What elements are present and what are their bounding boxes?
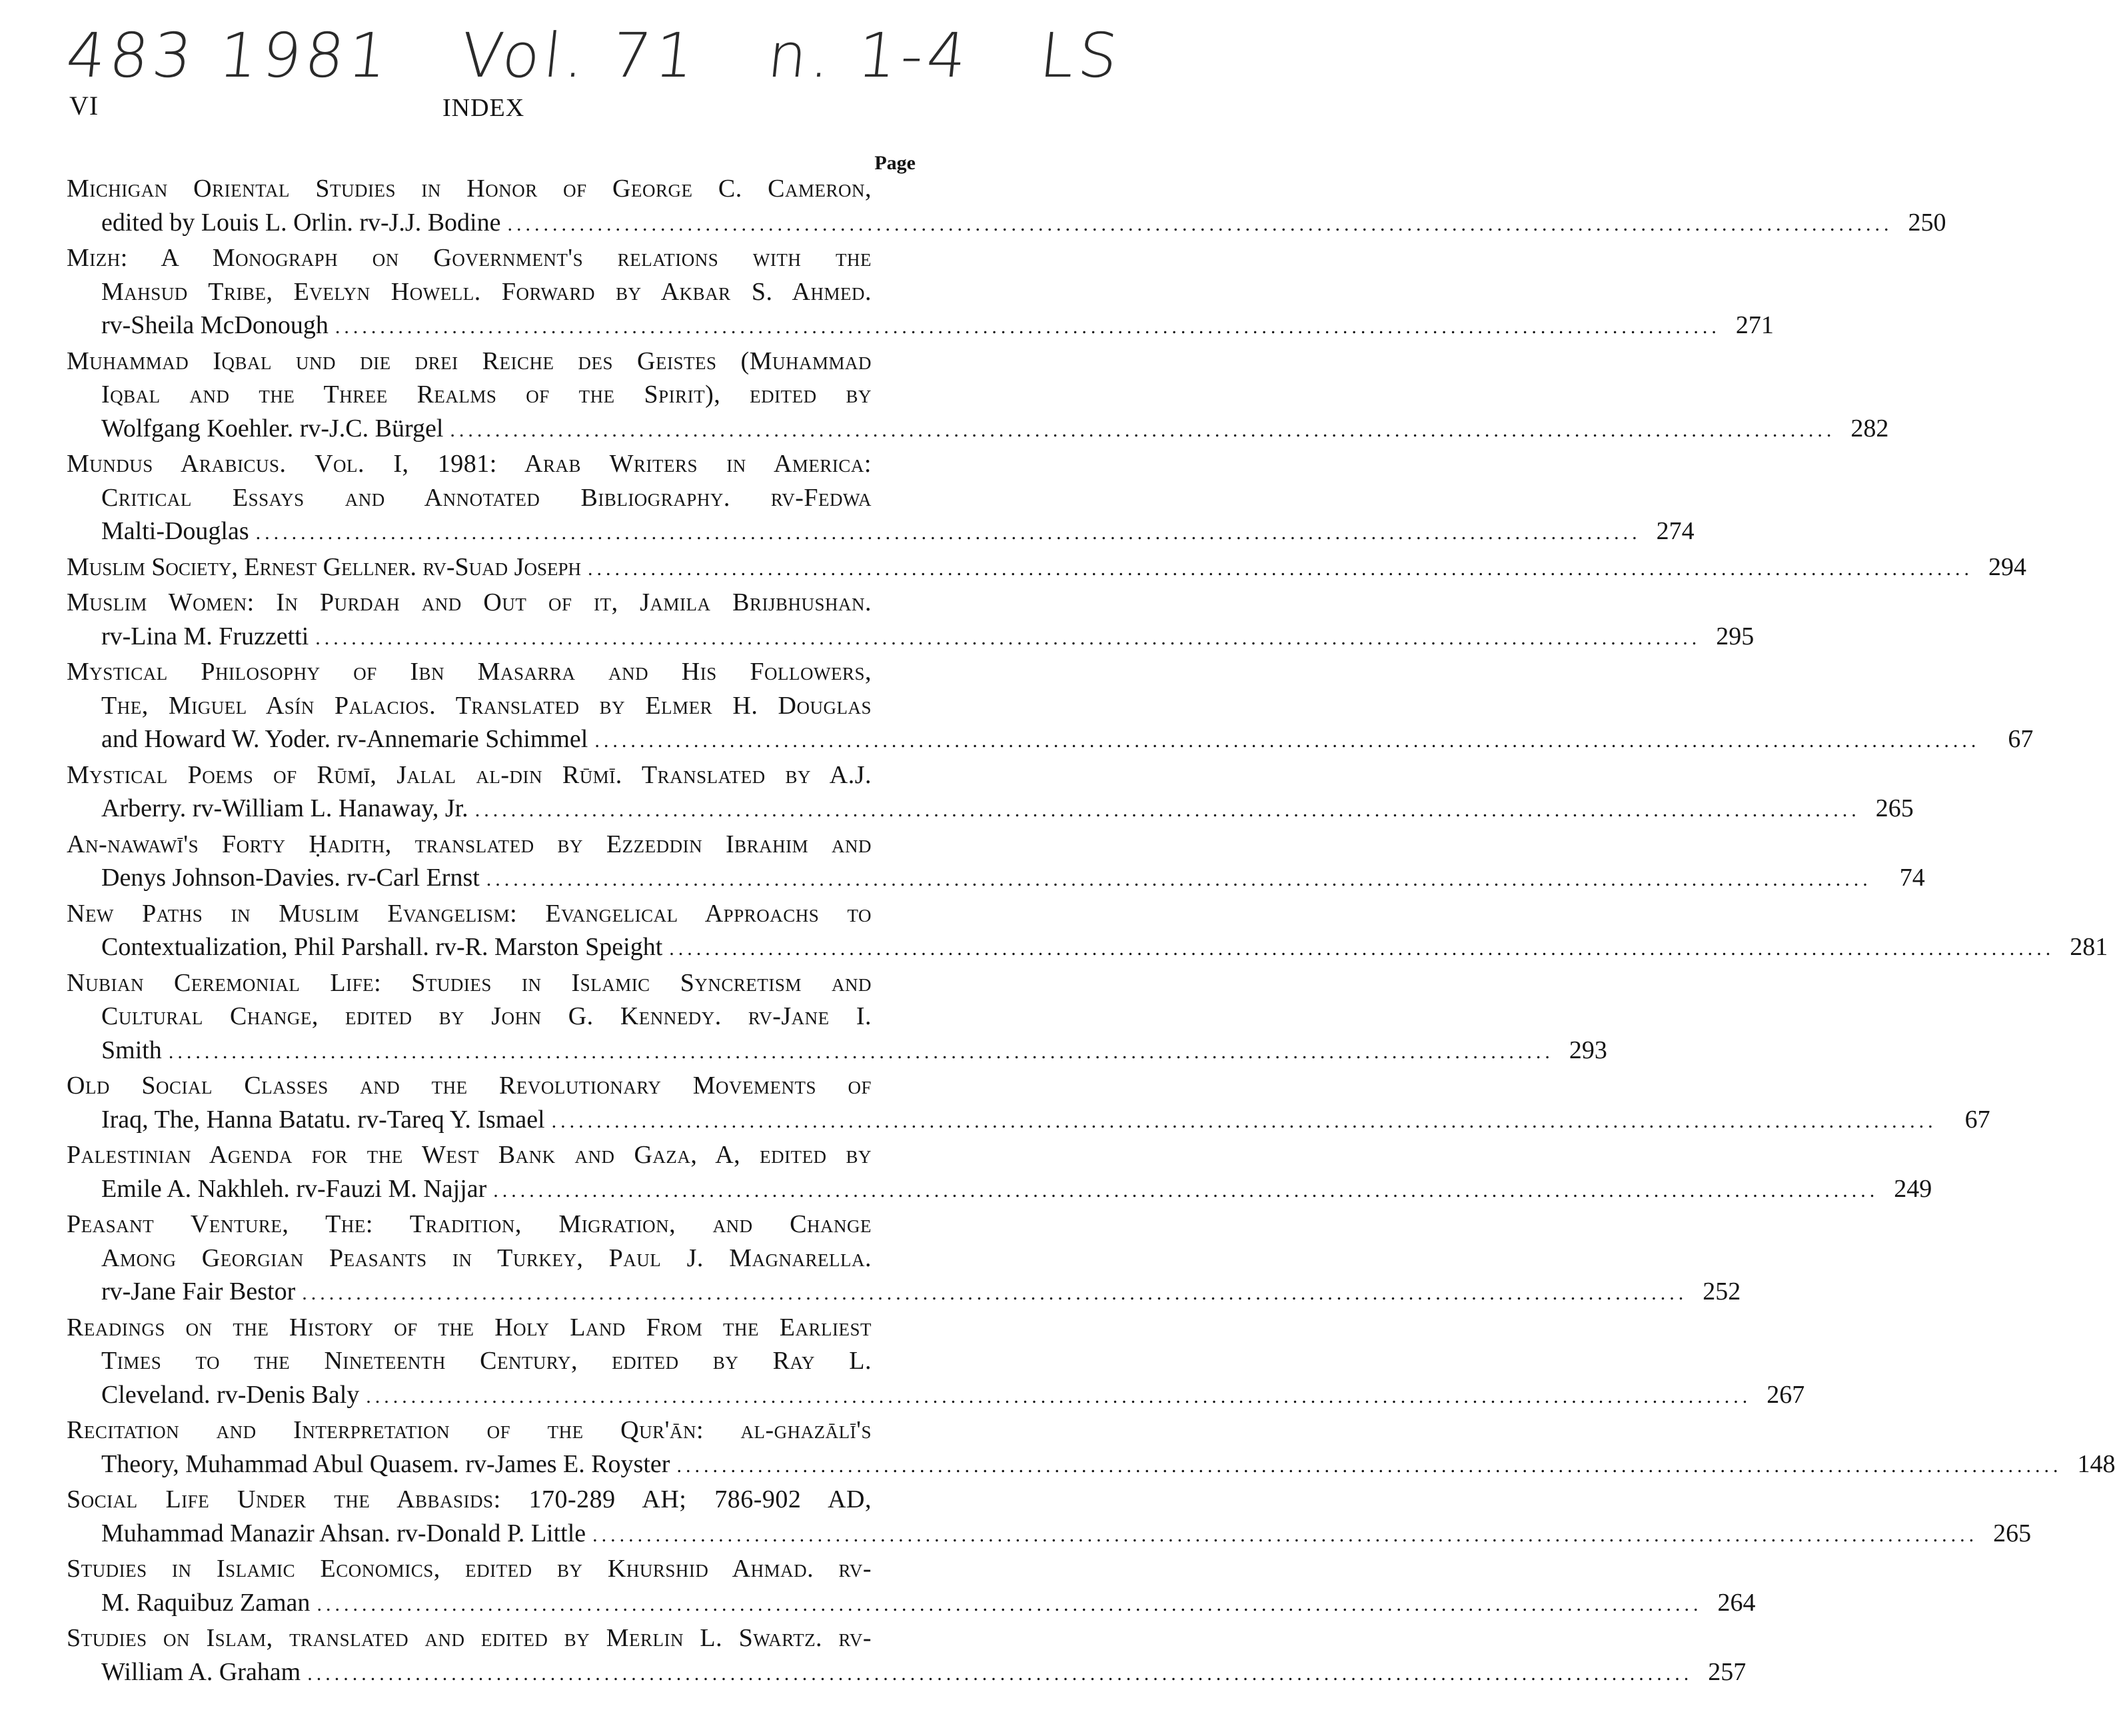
entry-continuation: Cultural Change, edited by John G. Kennedy. rv-Jane I.	[101, 1002, 872, 1030]
entry-title: Michigan Oriental Studies in Honor of George C. Cameron,	[67, 175, 872, 203]
index-entry	[51, 1138, 1932, 1208]
entry-leader-line	[51, 206, 1946, 242]
entry-leader-line	[51, 861, 1925, 897]
page-number: VI	[69, 91, 99, 121]
dot-leader	[169, 1036, 1554, 1070]
entry-continuation: Critical Essays and Annotated Bibliography. rv-Fedwa	[101, 483, 872, 512]
index-entry	[51, 655, 2034, 758]
entry-title: Recitation and Interpretation of the Qur'ān: al-ghazālī's	[67, 1416, 872, 1444]
entry-continuation: Mahsud Tribe, Evelyn Howell. Forward by Akbar S. Ahmed.	[101, 277, 872, 306]
entry-title: Mundus Arabicus. Vol. I, 1981: Arab Writers in America:	[67, 450, 872, 478]
index-entry	[51, 172, 1946, 241]
entry-page-number: 67	[1964, 1105, 1990, 1134]
entry-leader-line	[51, 792, 1914, 828]
entry-leader-line	[51, 514, 1695, 550]
entry-last-line: Smith	[101, 1036, 162, 1064]
page-column-label: Page	[874, 152, 916, 174]
handwritten-note-part: 483 1981	[63, 20, 395, 91]
entry-last-line: Iraq, The, Hanna Batatu. rv-Tareq Y. Ismael	[101, 1105, 545, 1134]
entry-leader-line	[51, 620, 1755, 656]
entry-leader-line	[51, 1517, 2032, 1553]
entry-leader-line	[51, 1172, 1932, 1208]
entry-last-line: Wolfgang Koehler. rv-J.C. Bürgel	[101, 414, 444, 442]
index-entry	[51, 241, 1774, 345]
dot-leader	[592, 1519, 1978, 1553]
index-entry	[51, 897, 2108, 966]
entry-title: Studies on Islam, translated and edited by Merlin L. Swartz. rv-	[67, 1624, 872, 1652]
entry-page-number: 264	[1717, 1588, 1756, 1617]
dot-leader	[486, 863, 1872, 897]
entry-title: Palestinian Agenda for the West Bank and Gaza, A, edited by	[67, 1141, 872, 1169]
dot-leader	[307, 1657, 1693, 1691]
index-entry	[51, 758, 1914, 828]
entry-page-number: 74	[1899, 864, 1925, 892]
entry-last-line: edited by Louis L. Orlin. rv-J.J. Bodine	[101, 208, 501, 237]
entry-last-line: Arberry. rv-William L. Hanaway, Jr.	[101, 794, 468, 822]
entry-last-line: William A. Graham	[101, 1657, 301, 1686]
entry-page-number: 265	[1875, 794, 1914, 822]
dot-leader	[493, 1174, 1878, 1208]
entry-last-line: Contextualization, Phil Parshall. rv-R. Marston Speight	[101, 933, 663, 961]
index-entry	[51, 586, 1755, 655]
entry-page-number: 148	[2077, 1449, 2115, 1478]
entry-page-number: 267	[1766, 1380, 1805, 1409]
entry-title: Readings on the History of the Holy Land From the Earliest	[67, 1313, 872, 1341]
entry-leader-line	[51, 1034, 1607, 1070]
page-title: INDEX	[442, 94, 525, 122]
dot-leader	[669, 932, 2054, 966]
entry-title: Mystical Philosophy of Ibn Masarra and His Followers,	[67, 658, 872, 686]
entry-page-number: 250	[1908, 208, 1946, 237]
entry-page-number: 257	[1708, 1657, 1747, 1686]
entry-title: New Paths in Muslim Evangelism: Evangelical Approachs to	[67, 899, 872, 928]
index-entry	[51, 1311, 1805, 1414]
entry-last-line: Muhammad Manazir Ahsan. rv-Donald P. Little	[101, 1519, 586, 1547]
dot-leader	[317, 1588, 1702, 1622]
entry-last-line: Theory, Muhammad Abul Quasem. rv-James E. Royster	[101, 1449, 670, 1478]
index-entry	[51, 828, 1925, 897]
entry-title: Old Social Classes and the Revolutionary Movements of	[67, 1072, 872, 1100]
dot-leader	[676, 1449, 2062, 1483]
entry-leader-line	[51, 722, 2034, 758]
entry-last-line: and Howard W. Yoder. rv-Annemarie Schimmel	[101, 725, 588, 753]
entry-title: An-nawawī's Forty Ḥadith, translated by Ezzeddin Ibrahim and	[67, 830, 872, 858]
entry-last-line: Denys Johnson-Davies. rv-Carl Ernst	[101, 864, 480, 892]
entry-last-line: Emile A. Nakhleh. rv-Fauzi M. Najjar	[101, 1174, 487, 1203]
dot-leader	[315, 622, 1701, 656]
dot-leader	[335, 311, 1721, 345]
entry-page-number: 271	[1735, 311, 1774, 339]
entry-page-number: 249	[1894, 1174, 1932, 1203]
entry-continuation: Times to the Nineteenth Century, edited by Ray L.	[101, 1347, 872, 1375]
entry-page-number: 294	[1988, 552, 2026, 581]
entry-leader-line	[51, 309, 1774, 345]
index-entry	[51, 1069, 1990, 1138]
entry-title: Muhammad Iqbal und die drei Reiche des Geistes (Muhammad	[67, 347, 872, 375]
entry-last-line: Cleveland. rv-Denis Baly	[101, 1380, 360, 1409]
entry-title: Muslim Women: In Purdah and Out of it, Jamila Brijbhushan.	[67, 588, 872, 616]
entry-page-number: 67	[2008, 725, 2034, 753]
entry-leader-line	[51, 1103, 1990, 1139]
dot-leader	[256, 516, 1641, 550]
entry-page-number: 295	[1716, 622, 1755, 650]
index-entry	[51, 1208, 1741, 1311]
index-entry	[51, 550, 2026, 586]
entry-page-number: 252	[1703, 1278, 1741, 1305]
entry-page-number: 293	[1569, 1036, 1607, 1064]
entry-leader-line	[51, 1275, 1741, 1311]
entry-last-line: M. Raquibuz Zaman	[101, 1588, 311, 1617]
dot-leader	[552, 1105, 1937, 1139]
entry-leader-line	[51, 412, 1889, 448]
index-entry	[51, 1621, 1747, 1691]
entry-page-number: 274	[1656, 517, 1695, 545]
handwritten-note-part: LS	[1036, 20, 1125, 91]
entry-title: Nubian Ceremonial Life: Studies in Islamic Syncretism and	[67, 968, 872, 997]
dot-leader	[366, 1380, 1751, 1414]
entry-continuation: The, Miguel Asín Palacios. Translated by Elmer H. Douglas	[101, 691, 872, 720]
index-entry	[51, 1552, 1756, 1621]
entry-title: Mizh: A Monograph on Government's relations with the	[67, 244, 872, 272]
entry-title: Muslim Society, Ernest Gellner. rv-Suad Joseph	[67, 552, 581, 581]
index-entry	[51, 345, 1889, 448]
entry-last-line: rv-Lina M. Fruzzetti	[101, 622, 309, 650]
handwritten-note-part: n. 1-4	[764, 20, 974, 91]
dot-leader	[450, 414, 1835, 448]
entry-title: Peasant Venture, The: Tradition, Migration, and Change	[67, 1210, 872, 1238]
entry-title: Social Life Under the Abbasids: 170-289 AH; 786-902 AD,	[67, 1485, 872, 1513]
entry-continuation: Iqbal and the Three Realms of the Spirit), edited by	[101, 381, 872, 409]
dot-leader	[475, 794, 1860, 828]
dot-leader	[302, 1277, 1687, 1311]
entry-leader-line	[51, 550, 2026, 586]
entry-leader-line	[51, 1378, 1805, 1414]
entry-last-line: rv-Jane Fair Bestor	[101, 1278, 296, 1305]
handwritten-note-part: Vol. 71	[457, 20, 702, 91]
entry-title: Mystical Poems of Rūmī, Jalal al-din Rūmī. Translated by A.J.	[67, 760, 872, 789]
index-entries	[51, 172, 2115, 1691]
entry-leader-line	[51, 1655, 1747, 1691]
index-entry	[51, 447, 1695, 550]
dot-leader	[594, 724, 1980, 758]
entry-page-number: 282	[1850, 414, 1889, 442]
entry-page-number: 281	[2070, 933, 2108, 961]
entry-leader-line	[51, 930, 2108, 966]
index-entry	[51, 966, 1607, 1070]
entry-leader-line	[51, 1447, 2115, 1483]
dot-leader	[507, 208, 1892, 242]
entry-leader-line	[51, 1586, 1756, 1622]
entry-last-line: rv-Sheila McDonough	[101, 311, 329, 339]
index-entry	[51, 1483, 2032, 1552]
entry-continuation: Among Georgian Peasants in Turkey, Paul J. Magnarella.	[101, 1244, 872, 1272]
entry-page-number: 265	[1993, 1519, 2032, 1547]
index-entry	[51, 1413, 2115, 1483]
dot-leader	[588, 552, 1973, 586]
entry-title: Studies in Islamic Economics, edited by Khurshid Ahmad. rv-	[67, 1555, 872, 1583]
handwritten-call-number	[63, 20, 1125, 91]
entry-last-line: Malti-Douglas	[101, 517, 249, 545]
